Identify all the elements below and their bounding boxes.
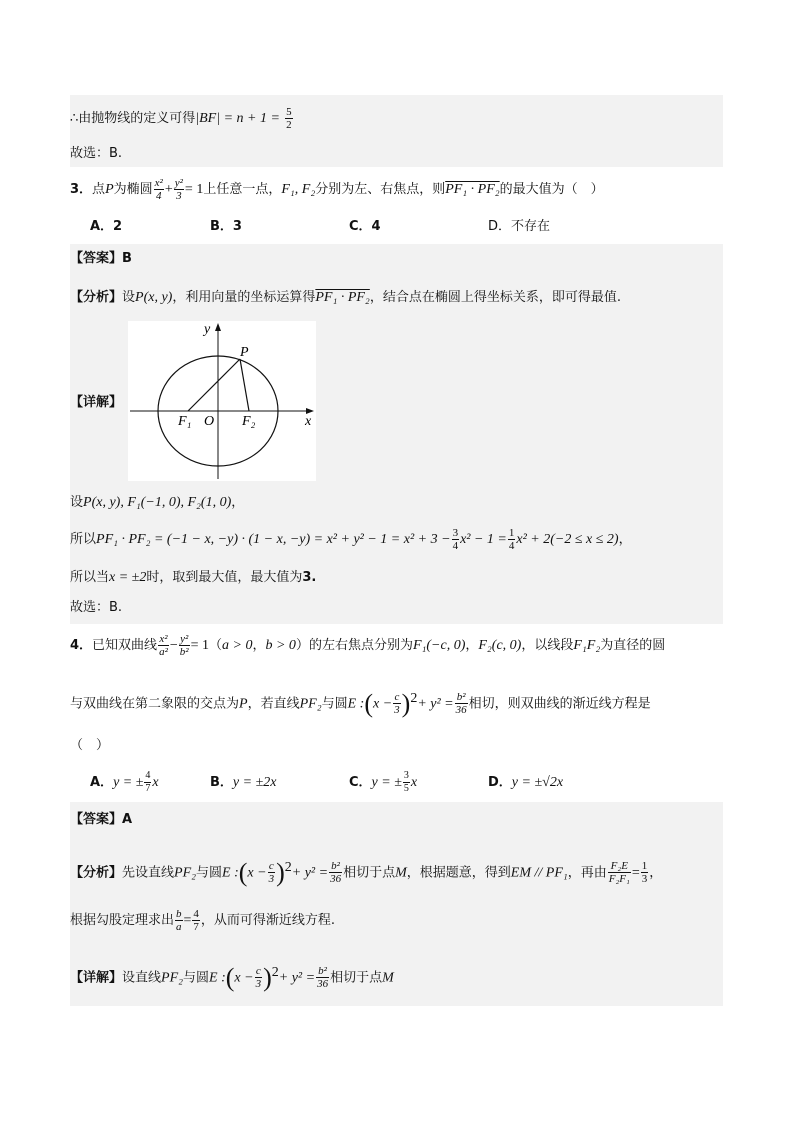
text: ， — [231, 495, 245, 510]
option-d: D．y = ±√2x — [488, 775, 564, 790]
text: 已知双曲线 — [92, 638, 158, 653]
option-c: C．y = ± $\frac{3}{5}$ x — [349, 770, 418, 794]
text: ， — [465, 638, 479, 653]
question-4-line-2: 与双曲线在第二象限的交点为P，若直线PF₂与圆E :(x − $\frac{c}{3}$ )$^2$+ y² = $\frac{\text{b²}}{36}$ 相切，则双曲线的渐近线方程是 — [70, 688, 651, 718]
text: 与圆 — [183, 970, 210, 986]
text: 的最大值为（ ） — [499, 182, 604, 197]
text: ，若直线 — [247, 696, 300, 712]
math: F₂(c, 0) — [478, 638, 522, 653]
text: 相切于点 — [343, 865, 396, 881]
question-4: 4．已知双曲线 $\frac{\text{x²}}{\text{a²}}$ − $\frac{\text{y²}}{\text{b²}}$ = 1（a > 0，b > 0）的左右焦点分别为F₁(−c, 0)，F₂(c, 0)，以线段F₁F₂为直径的圆 — [70, 633, 666, 658]
fraction: $\frac{c}{3}$ — [255, 965, 262, 991]
vector-math: PF₁ · PF₂ — [445, 182, 500, 197]
label: 【详解】 — [70, 395, 123, 410]
math: M — [395, 865, 407, 881]
text: 设 — [122, 290, 136, 305]
text: 所以当 — [70, 570, 110, 585]
label-f1: F₁ — [178, 414, 192, 429]
text: ）的左右焦点分别为 — [295, 638, 413, 653]
detail-4: 【详解】设直线PF₂与圆E :(x − $\frac{c}{3}$ )$^2$+ y² = $\frac{\text{b²}}{36}$ 相切于点M — [70, 962, 394, 992]
analysis-3 — [70, 284, 723, 312]
math: P — [105, 182, 114, 197]
label: 【分析】 — [70, 865, 123, 881]
segment-f1p — [188, 359, 240, 411]
line-bf — [70, 104, 723, 134]
text: 故选：B. — [70, 146, 123, 161]
math: EM // PF₁ — [510, 865, 568, 881]
fraction: $\frac{\text{b²}}{36}$ — [455, 691, 467, 717]
option-a: A．y = ± $\frac{4}{7}$ x — [90, 770, 159, 794]
step-4 — [70, 598, 723, 618]
label-o: O — [204, 414, 215, 429]
text: 为直径的圆 — [600, 638, 666, 653]
math: x² − 1 = — [460, 532, 507, 547]
ellipse-figure — [128, 321, 316, 481]
step-1 — [70, 493, 723, 513]
math: P(x, y) — [135, 290, 173, 305]
option-d: D．不存在 — [488, 219, 551, 234]
fraction: $\frac{\text{b²}}{36}$ — [317, 965, 329, 991]
fraction: $\frac{c}{3}$ — [268, 860, 275, 886]
text: 相切，则双曲线的渐近线方程是 — [468, 696, 651, 712]
math: PF₁ · PF₂ = (−1 − x, −y) · (1 − x, −y) = x² + y² − 1 = x² + 3 − — [96, 532, 451, 547]
label: 【分析】 — [70, 290, 123, 305]
answer-value: B — [122, 251, 132, 266]
math: PF₂ — [299, 696, 322, 712]
text: 设 — [70, 495, 84, 510]
label-p: P — [240, 345, 249, 360]
option-b: B．y = ±2x — [210, 775, 277, 790]
math: E : — [347, 696, 365, 712]
math: |BF| = n + 1 = — [195, 111, 280, 126]
fraction: $\frac{c}{3}$ — [394, 691, 400, 717]
text: 与圆 — [196, 865, 223, 881]
text: ， — [618, 532, 632, 547]
math: P — [239, 696, 248, 712]
fraction: $\frac{\text{y²}}{3}$ — [174, 177, 183, 202]
step-2 — [70, 525, 723, 555]
fraction: $\frac{\text{b²}}{36}$ — [330, 860, 342, 886]
fraction: $\frac{1}{3}$ — [641, 860, 648, 886]
math: a > 0 — [222, 638, 253, 653]
text: 与双曲线在第二象限的交点为 — [70, 696, 240, 712]
text: ，利用向量的坐标运算得 — [172, 290, 316, 305]
text: 所以 — [70, 532, 97, 547]
y-axis-arrow — [215, 323, 221, 331]
fraction: $\frac{3}{4}$ — [452, 527, 459, 552]
label-y: y — [204, 322, 211, 337]
math: x² + 2(−2 ≤ x ≤ 2) — [516, 532, 619, 547]
answer-3 — [70, 249, 723, 269]
text: 分别为左、右焦点，则 — [315, 182, 446, 197]
fraction: $\frac{\text{x²}}{\text{a²}}$ — [159, 633, 168, 658]
option-a: A．2 — [90, 219, 123, 234]
fraction: $\frac{\text{x²}}{4}$ — [154, 177, 163, 202]
question-3: 3．点P为椭圆 $\frac{\text{x²}}{4}$ + $\frac{\text{y²}}{3}$ = 1上任意一点，F₁, F₂分别为左、右焦点，则PF₁ · PF₂的最大值为（ ） — [70, 177, 604, 202]
math: F₁, F₂ — [281, 182, 316, 197]
label-f2: F₂ — [242, 414, 256, 429]
text: 设直线 — [122, 970, 162, 986]
fraction: $\frac{4}{7}$ — [193, 908, 199, 933]
fraction: $\frac{5}{2}$ — [286, 106, 292, 131]
text: 先设直线 — [122, 865, 175, 881]
text: ， — [649, 865, 663, 881]
text: 上任意一点， — [203, 182, 282, 197]
step-3 — [70, 568, 723, 588]
question-4-line-3 — [70, 736, 723, 756]
math: + y² = — [291, 865, 329, 881]
text: ，结合点在椭圆上得坐标关系，即可得最值. — [369, 290, 621, 305]
text: 故选：B. — [70, 600, 123, 615]
analysis-4: 【分析】先设直线PF₂与圆E :(x − $\frac{c}{3}$ )$^2$+ y² = $\frac{\text{b²}}{36}$ 相切于点M，根据题意，得到EM // PF₁，再由 $\frac{\text{F₂E}}{\text{F₂F₁}}$ = $\frac{1}{3}$ ， — [70, 857, 663, 887]
text: 3. — [302, 570, 317, 585]
text: ，以线段 — [521, 638, 574, 653]
math: PF₂ — [161, 970, 184, 986]
text: ，从而可得渐近线方程. — [200, 913, 336, 928]
label: 【详解】 — [70, 970, 123, 986]
answer-4 — [70, 810, 723, 830]
label: 【答案】 — [70, 251, 123, 266]
text: ，再由 — [567, 865, 607, 881]
math: + y² = — [278, 970, 316, 986]
line-answer-prev — [70, 144, 723, 164]
fraction: $\frac{b}{a}$ — [176, 908, 182, 933]
question-number: 4． — [70, 638, 93, 653]
math: E : — [222, 865, 239, 881]
question-number: 3． — [70, 182, 93, 197]
text: 点 — [92, 182, 106, 197]
fraction: $\frac{1}{4}$ — [508, 527, 515, 552]
answer-value: A — [122, 812, 133, 827]
math: b > 0 — [265, 638, 296, 653]
option-c: C．4 — [349, 219, 381, 234]
math: PF₂ — [174, 865, 197, 881]
option-b: B．3 — [210, 219, 242, 234]
text: ， — [252, 638, 266, 653]
text: （ — [209, 638, 223, 653]
text: 时，取到最大值，最大值为 — [146, 570, 303, 585]
fraction: $\frac{\text{F₂E}}{\text{F₂F₁}}$ — [608, 860, 630, 886]
math: x − — [247, 865, 267, 881]
math: = 1 — [190, 638, 209, 653]
math: M — [382, 970, 394, 986]
segment-pf2 — [240, 359, 249, 411]
q4-options — [70, 768, 723, 798]
math: F₁(−c, 0) — [412, 638, 466, 653]
math: + y² = — [417, 696, 454, 712]
math: x = ±2 — [109, 570, 147, 585]
text: 与圆 — [321, 696, 348, 712]
math: F₁F₂ — [573, 638, 601, 653]
text: （ ） — [70, 738, 110, 753]
label-x: x — [305, 414, 312, 429]
text: ，根据题意，得到 — [406, 865, 511, 881]
label: 【答案】 — [70, 812, 123, 827]
fraction: $\frac{\text{y²}}{\text{b²}}$ — [179, 633, 189, 658]
math: x − — [234, 970, 254, 986]
math: E : — [209, 970, 226, 986]
text: 根据勾股定理求出 — [70, 913, 175, 928]
text: 为椭圆 — [113, 182, 153, 197]
text: 相切于点 — [330, 970, 383, 986]
math: = 1 — [184, 182, 204, 197]
math: P(x, y), F₁(−1, 0), F₂(1, 0) — [83, 495, 232, 510]
math: x − — [372, 696, 393, 712]
vector-math: PF₁ · PF₂ — [315, 290, 370, 305]
text: ∴由抛物线的定义可得 — [70, 111, 196, 126]
analysis-4-line-2: 根据勾股定理求出 $\frac{b}{a}$ = $\frac{4}{7}$ ，从而可得渐近线方程. — [70, 908, 336, 933]
